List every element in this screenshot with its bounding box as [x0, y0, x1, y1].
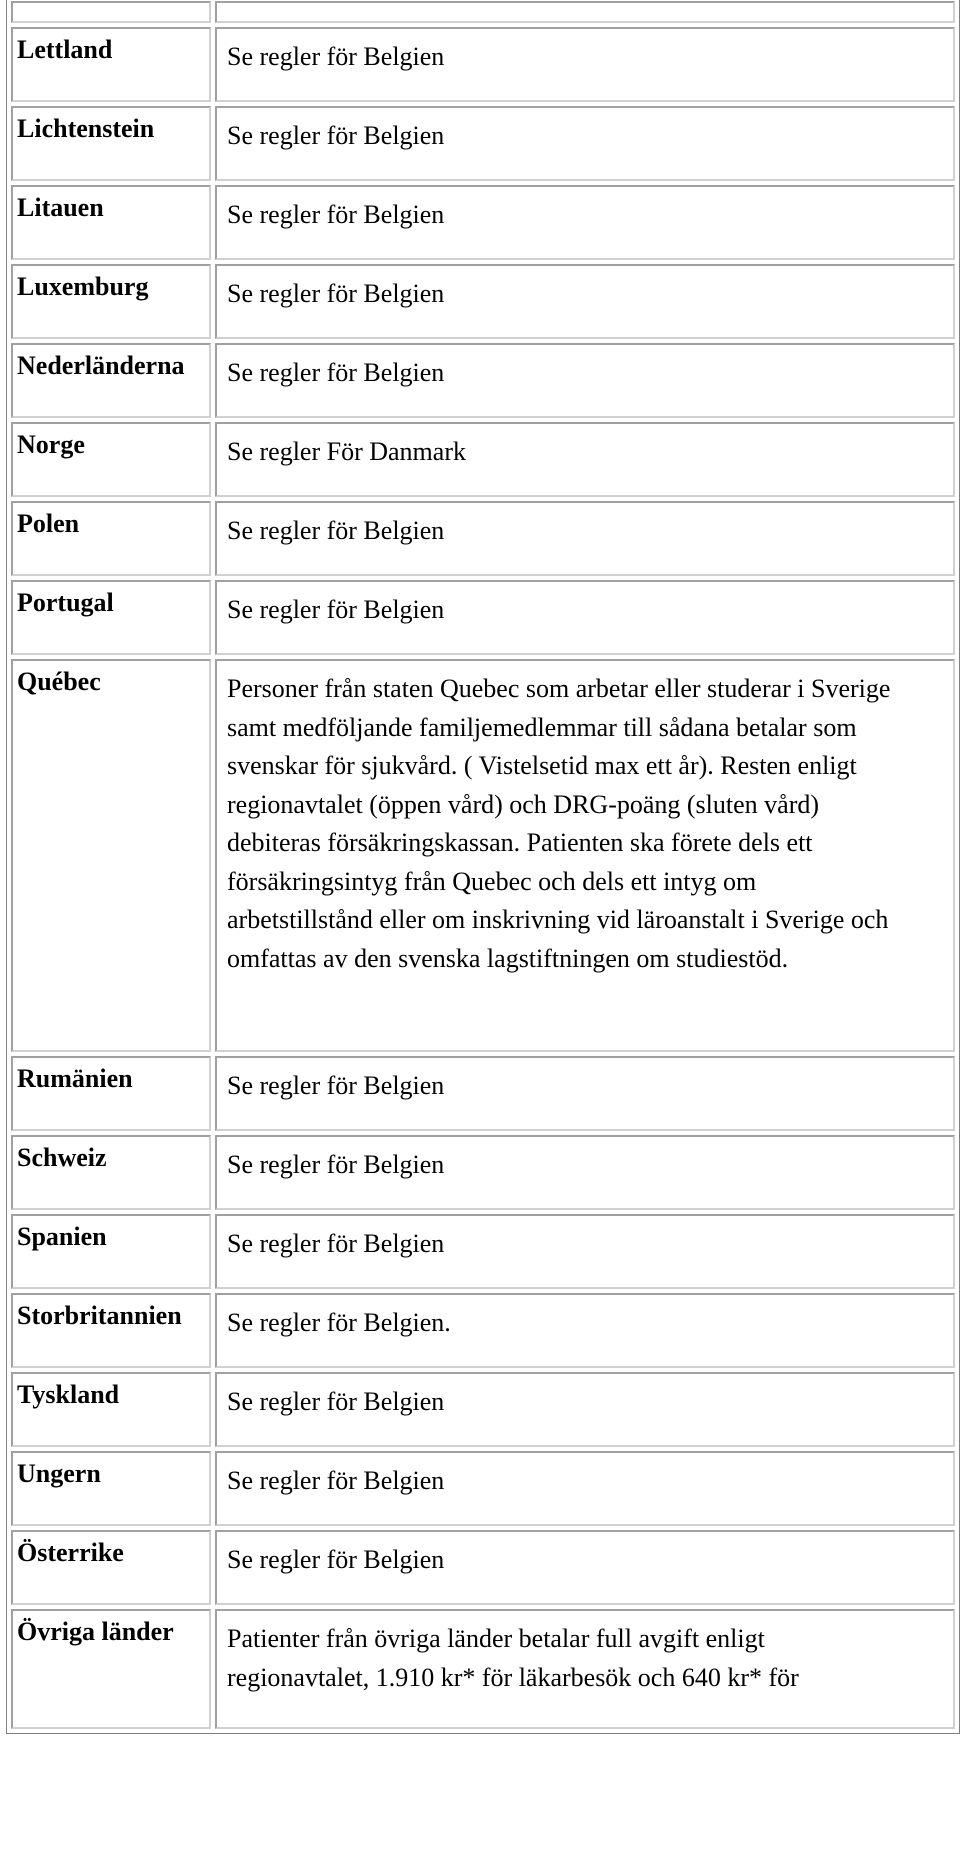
- table-row: [11, 1293, 955, 1368]
- country-cell: Polen: [11, 501, 211, 576]
- country-cell: Tyskland: [11, 1372, 211, 1447]
- rule-cell: Se regler för Belgien: [215, 1451, 955, 1526]
- table-row: [11, 580, 955, 655]
- table-row: [11, 1056, 955, 1131]
- rule-cell: Se regler för Belgien: [215, 106, 955, 181]
- country-cell: Övriga länder: [11, 1609, 211, 1729]
- rule-cell: Se regler för Belgien.: [215, 1293, 955, 1368]
- country-cell: Storbritannien: [11, 1293, 211, 1368]
- country-cell: Lichtenstein: [11, 106, 211, 181]
- country-cell: Rumänien: [11, 1056, 211, 1131]
- country-cell: Spanien: [11, 1214, 211, 1289]
- table-row: [11, 1530, 955, 1605]
- table-row: [11, 501, 955, 576]
- rule-cell: Se regler För Danmark: [215, 422, 955, 497]
- country-cell: Litauen: [11, 185, 211, 260]
- country-cell: Schweiz: [11, 1135, 211, 1210]
- table-row: [11, 1451, 955, 1526]
- table-row: [11, 106, 955, 181]
- rule-cell: Se regler för Belgien: [215, 1135, 955, 1210]
- rule-cell: Se regler för Belgien: [215, 580, 955, 655]
- country-cell: Österrike: [11, 1530, 211, 1605]
- rule-cell: Se regler för Belgien: [215, 27, 955, 102]
- table-row: [11, 1135, 955, 1210]
- rule-cell: Personer från staten Quebec som arbetar eller studerar i Sverige samt medföljande familjemedlemmar till sådana betalar som svenskar för sjukvård. ( Vistelsetid max ett år). Resten enligt regionavtalet (öppen vård) och DRG-poäng (sluten vård) debiteras försäkringskassan. Patienten ska förete dels ett försäkringsintyg från Quebec och dels ett intyg om arbetstillstånd eller om inskrivning vid läroanstalt i Sverige och omfattas av den svenska lagstiftningen om studiestöd.: [215, 659, 955, 1052]
- country-cell: Norge: [11, 422, 211, 497]
- table-row: [11, 264, 955, 339]
- country-cell: Québec: [11, 659, 211, 1052]
- country-cell: Luxemburg: [11, 264, 211, 339]
- country-cell: Nederländerna: [11, 343, 211, 418]
- table-row: [11, 1, 955, 23]
- country-cell: Portugal: [11, 580, 211, 655]
- rule-cell: Se regler för Belgien: [215, 501, 955, 576]
- rule-cell: Se regler för Belgien: [215, 343, 955, 418]
- rule-cell: Se regler för Belgien: [215, 1530, 955, 1605]
- rule-cell: Se regler för Belgien: [215, 185, 955, 260]
- table-row: [11, 27, 955, 102]
- table-row: [11, 185, 955, 260]
- country-cell: [11, 1, 211, 23]
- table-row: [11, 1372, 955, 1447]
- table-row: [11, 1609, 955, 1729]
- rule-cell: [215, 1, 955, 23]
- rule-cell: Se regler för Belgien: [215, 1214, 955, 1289]
- table-row: [11, 343, 955, 418]
- table-row: [11, 1214, 955, 1289]
- country-cell: Ungern: [11, 1451, 211, 1526]
- country-rules-table: [6, 0, 960, 1734]
- country-cell: Lettland: [11, 27, 211, 102]
- rule-cell: Se regler för Belgien: [215, 1056, 955, 1131]
- table-row: [11, 659, 955, 1052]
- rule-cell: Se regler för Belgien: [215, 1372, 955, 1447]
- rule-cell: Se regler för Belgien: [215, 264, 955, 339]
- rule-cell: Patienter från övriga länder betalar full avgift enligt regionavtalet, 1.910 kr* för läkarbesök och 640 kr* för: [215, 1609, 955, 1729]
- table-row: [11, 422, 955, 497]
